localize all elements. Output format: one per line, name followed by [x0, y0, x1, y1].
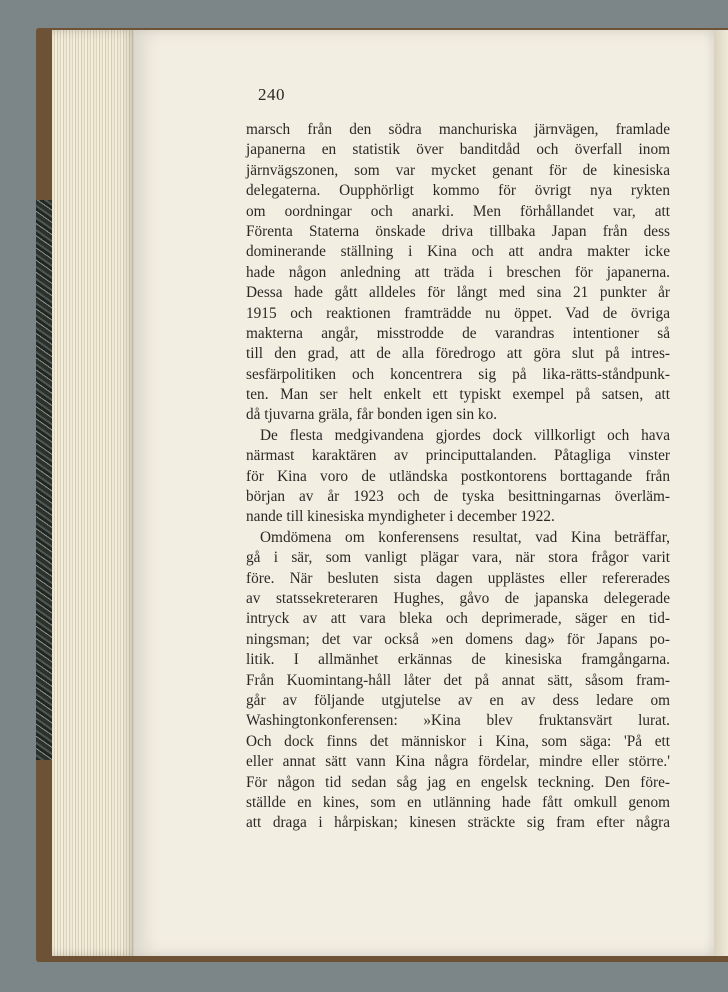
text-line: marsch från den södra manchuriska järnvägen, framlade	[246, 121, 670, 138]
text-line: dominerande ställning i Kina och att andra makter icke	[246, 243, 670, 261]
text-line: För någon tid sedan såg jag en engelsk teckning. Den före-	[246, 773, 670, 791]
text-line: före. När besluten sista dagen upplästes eller refererades	[246, 569, 671, 587]
text-line: går av följande utgjutelse av en av dess ledare om	[246, 691, 670, 709]
text-line: intryck av att vara bleka och deprimerade, säger en tid-	[246, 610, 670, 628]
text-line: närmast karaktären av principuttalanden. Påtagliga vinster	[246, 447, 670, 465]
text-line: Förenta Staterna önskade driva tillbaka Japan från dess	[246, 222, 670, 240]
text-line: delegaterna. Oupphörligt kommo för övrigt nya rykten	[246, 182, 670, 200]
text-line: att draga i hårpiskan; kinesen sträckte sig fram efter några	[246, 814, 670, 832]
text-line: ställde en kines, som en utlänning hade fått omkull genom	[246, 793, 670, 811]
text-line: Omdömena om konferensens resultat, vad Kina beträffar,	[260, 528, 671, 546]
text-line: De flesta medgivandena gjordes dock villkorligt och hava	[260, 426, 670, 444]
text-line: gå i sär, som vanligt plägar vara, när stora frågor varit	[246, 549, 670, 567]
text-line: ten. Man ser helt enkelt ett typiskt exempel på satsen, att	[246, 386, 670, 404]
text-line: eller annat sätt vann Kina några fördelar, mindre eller större.'	[246, 753, 670, 771]
text-line: då tjuvarna gräla, får bonden igen sin ko.	[246, 406, 498, 424]
text-line: början av år 1923 och de tyska besittningarnas överläm-	[246, 488, 670, 506]
text-line: ningsman; det var också »en domens dag» för Japans po-	[246, 630, 670, 648]
text-line: hade någon anledning att träda i breschen för japanerna.	[246, 263, 670, 281]
text-line: för Kina voro de utländska postkontorens borttagande från	[246, 467, 670, 485]
text-line: järnvägszonen, som var mycket genant för de kinesiska	[246, 161, 670, 179]
page-block-edges	[52, 30, 136, 956]
text-line: Washingtonkonferensen: »Kina blev fruktansvärt lurat.	[246, 712, 670, 730]
text-line: makterna angår, misstrodde de varandras intentioner så	[246, 324, 670, 342]
facing-page-edge	[714, 30, 728, 956]
text-line: av statssekreteraren Hughes, gåvo de japanska delegerade	[246, 589, 670, 607]
text-line: till den grad, att de alla föredrogo att göra slut på intres-	[246, 345, 670, 363]
text-line: Från Kuomintang-håll låter det på annat sätt, såsom fram-	[246, 671, 670, 689]
text-line: om oordningar och anarki. Men förhållandet var, att	[246, 202, 670, 220]
body-text	[246, 120, 670, 834]
text-line: litik. I allmänhet erkännas de kinesiska framgångarna.	[246, 651, 670, 669]
text-line: japanerna en statistik över banditdåd och överfall inom	[246, 141, 670, 159]
text-line: nande till kinesiska myndigheter i december 1922.	[246, 508, 555, 526]
text-line: sesfärpolitiken och koncentrera sig på lika-rätts-ståndpunk-	[246, 365, 670, 383]
text-line: 1915 och reaktionen framträdde nu öppet. Vad de övriga	[246, 304, 670, 322]
page-number: 240	[258, 85, 285, 104]
text-line: Och dock finns det människor i Kina, som säga: 'På ett	[246, 732, 670, 750]
text-line: Dessa hade gått alldeles för långt med sina 21 punkter år	[246, 284, 670, 302]
